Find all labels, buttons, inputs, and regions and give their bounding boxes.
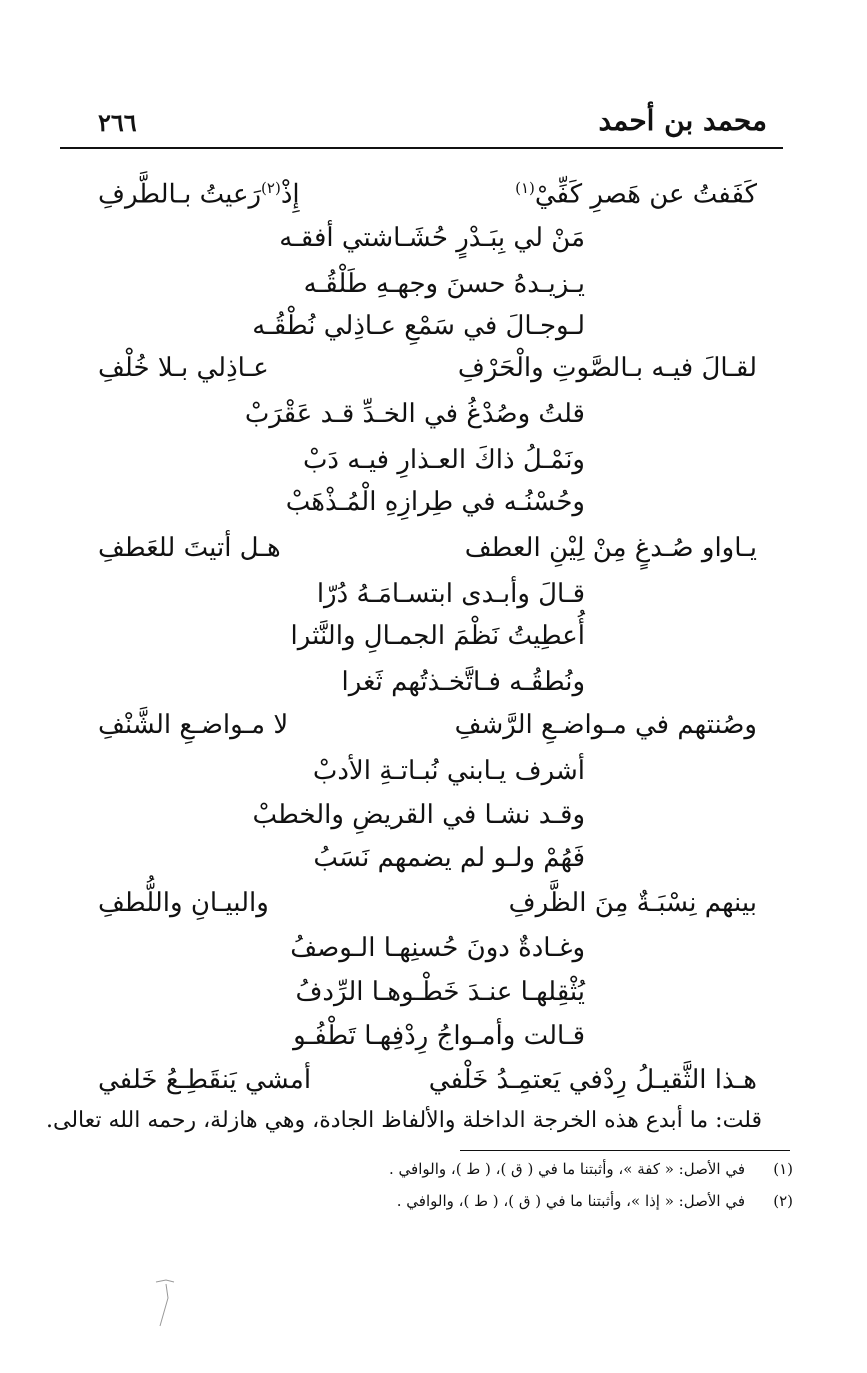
verse-line: ونُطقُـه فـاتَّخـذتُهم ثَغرا	[341, 667, 585, 697]
footnote-number: (٢)	[773, 1192, 793, 1210]
verse-line: يـزيـدهُ حسنَ وجهـهِ طَلْقُـه	[303, 269, 585, 299]
verse-line: لـوجـالَ في سَمْعِ عـاذِلي نُطْقُـه	[252, 311, 585, 341]
stanza-2-rhyme-left: عـاذِلي بـلا خُلْفِ	[98, 353, 269, 383]
stanza-5-rhyme-right: بينهم نِسْبَـةٌ مِنَ الظَّرفِ	[508, 888, 757, 918]
verse-line: مَنْ لي بِبَـدْرٍ حُشَـاشتي أفقـه	[279, 223, 585, 253]
verse-line: أُعطِيتُ نَظْمَ الجمـالِ والنَّثرا	[290, 621, 585, 651]
header-rule	[60, 147, 783, 149]
stanza-4-rhyme-left: لا مـواضـعِ الشَّنْفِ	[98, 710, 289, 740]
footnote-1	[389, 1160, 793, 1178]
stanza-6-rhyme-left: أمشي يَنقَطِـعُ خَلفي	[98, 1065, 312, 1095]
verse-line: وحُسْنُـه في طِرازِهِ الْمُـذْهَبْ	[285, 487, 585, 517]
footnote-text: في الأصل: « كفة »، وأثبتنا ما في ( ق )، ( ط )، والوافي .	[389, 1160, 745, 1178]
verse-line: وغـادةٌ دونَ حُسنِهـا الـوصفُ	[290, 933, 585, 963]
page-number: ٢٦٦	[98, 108, 137, 137]
running-header-author: محمد بن أحمد	[598, 104, 767, 137]
verse-line: أشرف يـابني نُبـاتـةِ الأدبْ	[312, 756, 585, 786]
closing-remark: قلت: ما أبدع هذه الخرجة الداخلة والألفاظ الجادة، وهي هازلة، رحمه الله تعالى.	[45, 1108, 762, 1133]
stanza-1-rhyme-right	[515, 168, 757, 215]
footnote-2	[397, 1192, 793, 1210]
footnote-ref-2: (٢)	[261, 179, 281, 197]
stanza-5-rhyme-left: والبيـانِ واللُّطفِ	[98, 888, 269, 918]
stanza-6-rhyme-right: هـذا الثَّقيـلُ رِدْفي يَعتمِـدُ خَلْفي	[428, 1065, 757, 1095]
verse-line: ونَمْـلُ ذاكَ العـذارِ فيـه دَبْ	[302, 445, 585, 475]
stanza-3-rhyme-right: يـاواو صُـدغٍ مِنْ لِيْنِ العطف	[464, 533, 757, 563]
footnote-rule	[460, 1150, 790, 1151]
stanza-2-rhyme-right: لقـالَ فيـه بـالصَّوتِ والْحَرْفِ	[457, 353, 757, 383]
verse-text: رَعيتُ بـالطَّرفِ	[98, 179, 262, 210]
stanza-3-rhyme-left: هـل أتيتَ للعَطفِ	[98, 533, 281, 563]
footnote-text: في الأصل: « إذا »، وأثبتنا ما في ( ق )، ( ط )، والوافي .	[396, 1192, 745, 1210]
verse-text: إِذْ	[280, 179, 300, 210]
verse-line: فَهُمْ ولـو لم يضمهم نَسَبُ	[313, 843, 585, 873]
stanza-4-rhyme-right: وصُنتهم في مـواضـعِ الرَّشفِ	[454, 710, 757, 740]
pencil-mark	[152, 1278, 192, 1330]
verse-line: قـالَ وأبـدى ابتسـامَـهُ دُرّا	[316, 579, 585, 609]
verse-line: قلتُ وصُدْغُ في الخـدِّ قـد عَقْرَبْ	[244, 399, 585, 429]
stanza-1-rhyme-left	[98, 168, 300, 215]
verse-line: قـالت وأمـواجُ رِدْفِهـا تَطْفُـو	[293, 1021, 585, 1051]
footnote-ref-1: (١)	[515, 179, 535, 197]
verse-line: يُثْقِلهـا عنـدَ خَطْـوهـا الرِّدفُ	[295, 977, 585, 1007]
verse-text: كَفَفتُ عن هَصرِ كَفِّيْ	[534, 179, 757, 210]
footnote-number: (١)	[773, 1160, 793, 1178]
verse-line: وقـد نشـا في القريضِ والخطبْ	[252, 800, 585, 830]
